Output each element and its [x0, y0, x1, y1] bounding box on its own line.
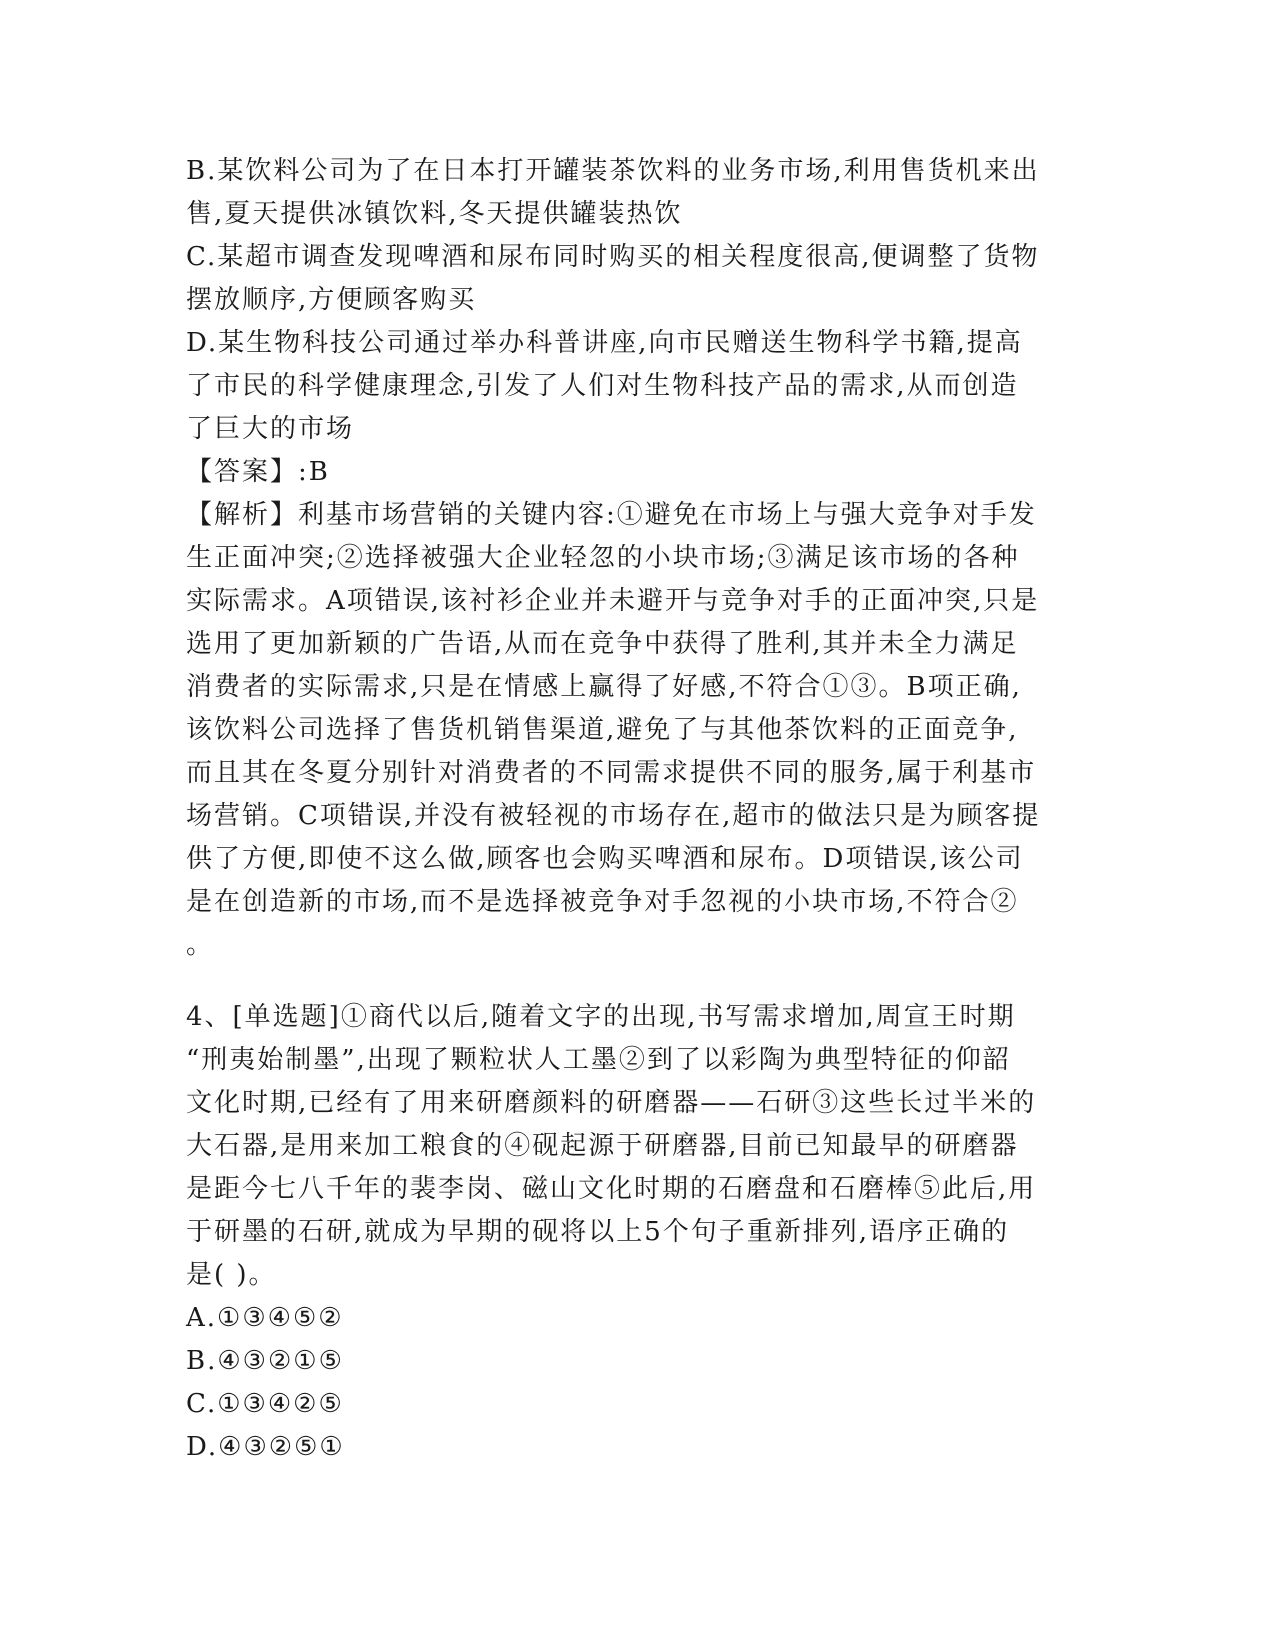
text-line: 售,夏天提供冰镇饮料,冬天提供罐装热饮: [186, 199, 683, 229]
question-4-options: [186, 1297, 1086, 1469]
text-line: 该饮料公司选择了售货机销售渠道,避免了与其他茶饮料的正面竞争,: [186, 715, 1019, 745]
text-line: 。: [186, 930, 215, 960]
text-line: 大石器,是用来加工粮食的④砚起源于研磨器,目前已知最早的研磨器: [186, 1131, 1019, 1161]
text-line: 是( )。: [186, 1260, 277, 1290]
option-c: C.①③④②⑤: [186, 1389, 344, 1419]
text-line: 消费者的实际需求,只是在情感上赢得了好感,不符合①③。B项正确,: [186, 672, 1022, 702]
text-line: C.某超市调查发现啤酒和尿布同时购买的相关程度很高,便调整了货物: [186, 242, 1040, 272]
text-line: 而且其在冬夏分别针对消费者的不同需求提供不同的服务,属于利基市: [186, 758, 1037, 788]
question-3-answer: 【答案】:B: [186, 457, 330, 487]
question-3-option-c: [186, 236, 1086, 322]
text-line: “刑夷始制墨”,出现了颗粒状人工墨②到了以彩陶为典型特征的仰韶: [186, 1045, 1011, 1075]
option-b: B.④③②①⑤: [186, 1346, 344, 1376]
text-line: 于研墨的石研,就成为早期的砚将以上5个句子重新排列,语序正确的: [186, 1217, 1010, 1247]
text-line: D.某生物科技公司通过举办科普讲座,向市民赠送生物科学书籍,提高: [186, 328, 1023, 358]
text-line: 生正面冲突;②选择被强大企业轻忽的小块市场;③满足该市场的各种: [186, 543, 1020, 573]
text-line: 摆放顺序,方便顾客购买: [186, 285, 477, 315]
text-line: 【解析】利基市场营销的关键内容:①避免在市场上与强大竞争对手发: [186, 500, 1037, 530]
question-3-option-b: [186, 150, 1086, 236]
text-line: 实际需求。A项错误,该衬衫企业并未避开与竞争对手的正面冲突,只是: [186, 586, 1040, 616]
option-a: A.①③④⑤②: [186, 1303, 344, 1333]
text-line: 是距今七八千年的裴李岗、磁山文化时期的石磨盘和石磨棒⑤此后,用: [186, 1174, 1037, 1204]
text-line: 4、[单选题]①商代以后,随着文字的出现,书写需求增加,周宣王时期: [186, 1002, 1016, 1032]
option-d: D.④③②⑤①: [186, 1432, 345, 1462]
section-gap: [186, 967, 1086, 996]
document-page: [186, 150, 1086, 1469]
text-line: B.某饮料公司为了在日本打开罐装茶饮料的业务市场,利用售货机来出: [186, 156, 1040, 186]
question-3-analysis: [186, 494, 1086, 967]
text-line: 场营销。C项错误,并没有被轻视的市场存在,超市的做法只是为顾客提: [186, 801, 1041, 831]
text-line: 选用了更加新颖的广告语,从而在竞争中获得了胜利,其并未全力满足: [186, 629, 1019, 659]
question-3-option-d: [186, 322, 1086, 451]
question-4-stem: [186, 996, 1086, 1297]
text-line: 了巨大的市场: [186, 414, 355, 444]
text-line: 是在创造新的市场,而不是选择被竞争对手忽视的小块市场,不符合②: [186, 887, 1019, 917]
text-line: 供了方便,即使不这么做,顾客也会购买啤酒和尿布。D项错误,该公司: [186, 844, 1024, 874]
text-line: 了市民的科学健康理念,引发了人们对生物科技产品的需求,从而创造: [186, 371, 1019, 401]
text-line: 文化时期,已经有了用来研磨颜料的研磨器——石研③这些长过半米的: [186, 1088, 1037, 1118]
